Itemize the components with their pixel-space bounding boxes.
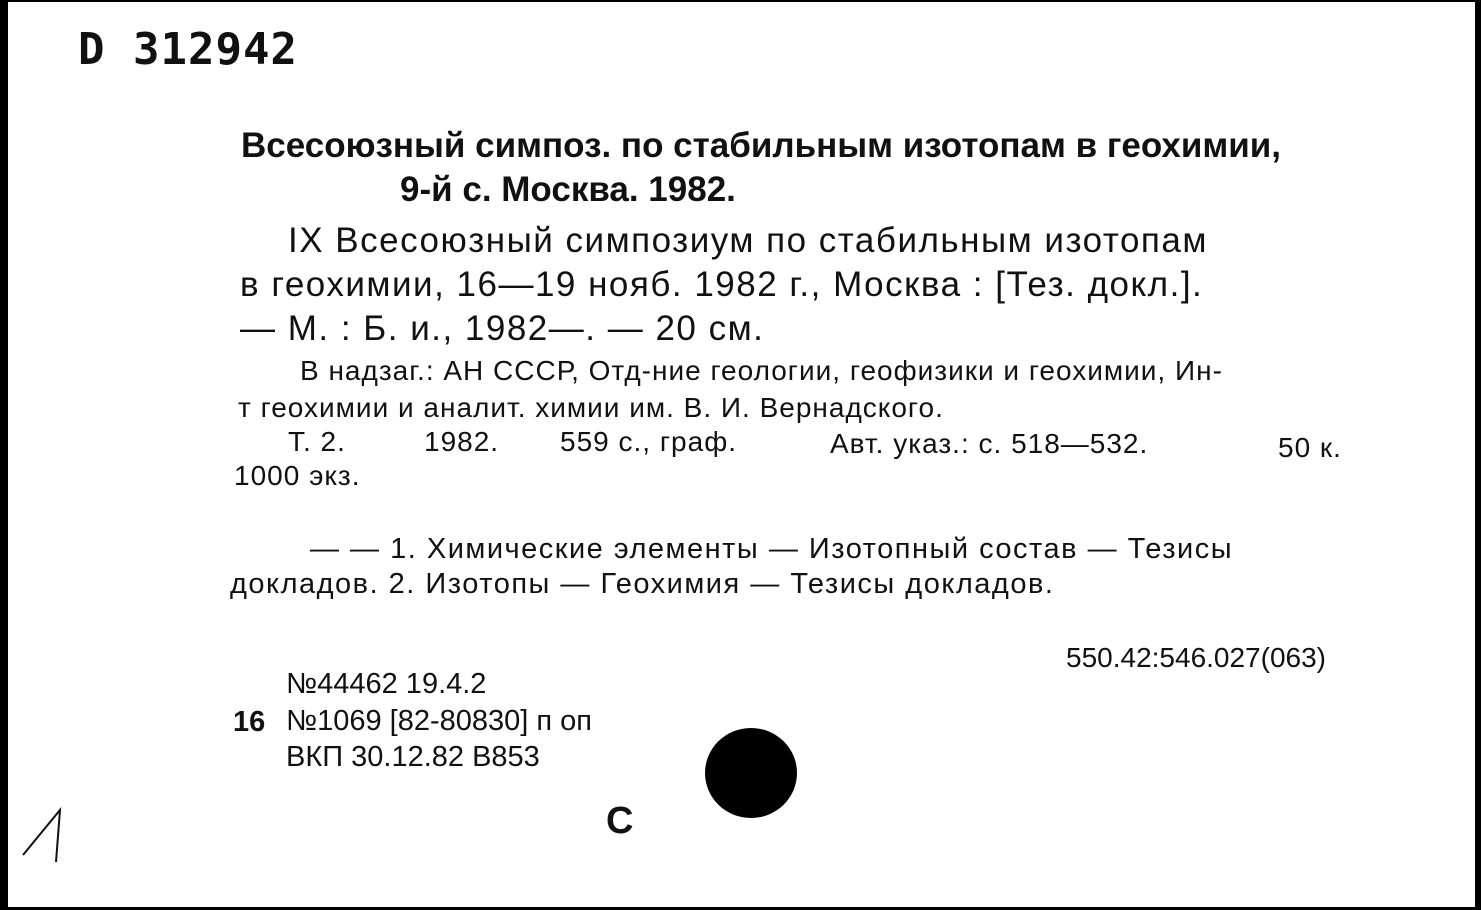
volume-index: Авт. указ.: с. 518—532. — [830, 428, 1149, 459]
note-line-1: В надзаг.: АН СССР, Отд-ние геологии, геофизики и геохимии, Ин- — [300, 355, 1223, 386]
heading-line-2: 9-й с. Москва. 1982. — [400, 170, 736, 209]
heading-line-1: Всесоюзный симпоз. по стабильным изотопам в геохимии, — [241, 126, 1282, 165]
accession-line-3: ВКП 30.12.82 В853 — [286, 741, 540, 773]
volume-copies: 1000 экз. — [234, 460, 361, 491]
udc-code: 550.42:546.027(063) — [1066, 642, 1326, 673]
accession-line-2: №1069 [82-80830] п оп — [286, 705, 593, 737]
volume-number: Т. 2. — [288, 426, 346, 457]
title-line-1: IX Всесоюзный симпозиум по стабильным изотопам — [288, 221, 1208, 260]
card-right-edge — [1475, 0, 1481, 910]
card-left-edge — [0, 0, 8, 910]
bottom-letter: С — [606, 800, 634, 842]
subject-line-2: докладов. 2. Изотопы — Геохимия — Тезисы докладов. — [230, 568, 1055, 600]
title-line-2: в геохимии, 16—19 нояб. 1982 г., Москва : [Тез. докл.]. — [240, 265, 1204, 304]
volume-year: 1982. — [424, 426, 500, 457]
title-line-3: — М. : Б. и., 1982—. — 20 см. — [240, 309, 765, 348]
accession-line-1: №44462 19.4.2 — [286, 668, 487, 700]
call-number: D 312942 — [78, 24, 298, 75]
handwritten-mark-icon — [18, 800, 78, 870]
note-line-2: т геохимии и аналит. химии им. В. И. Вернадского. — [238, 392, 944, 423]
subject-line-1: — — 1. Химические элементы — Изотопный состав — Тезисы — [310, 533, 1234, 565]
copy-count: 16 — [233, 706, 266, 738]
volume-pages: 559 с., граф. — [560, 426, 738, 457]
punch-hole — [705, 728, 797, 818]
volume-price: 50 к. — [1278, 432, 1342, 463]
card-top-edge — [0, 0, 1481, 2]
